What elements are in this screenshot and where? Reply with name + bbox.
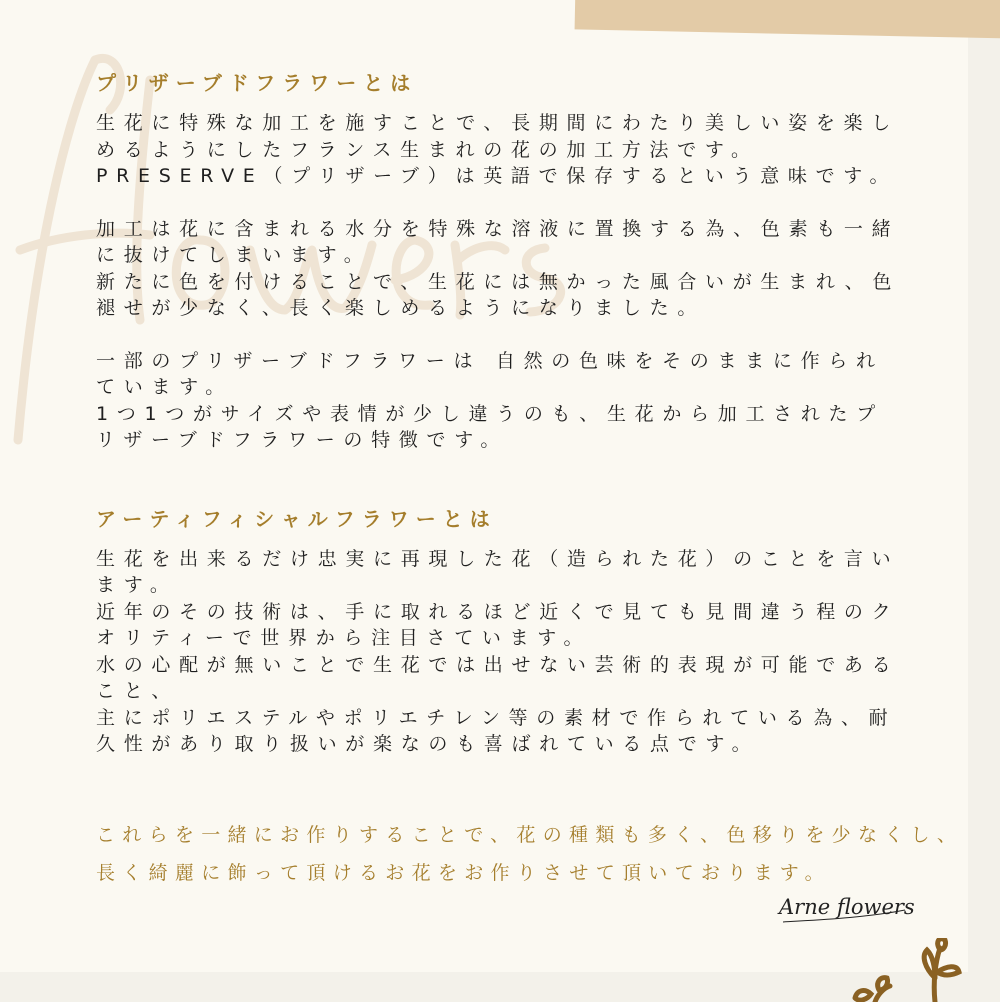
leaf-sprig-icon <box>835 938 965 1002</box>
text-line: 新たに色を付けることで、生花には無かった風合いが生まれ、色 <box>96 270 901 293</box>
section-preserved-flowers <box>96 70 906 454</box>
section-heading: アーティフィシャルフラワーとは <box>96 506 497 531</box>
text-line: こと、 <box>96 680 180 702</box>
closing-line: 長く綺麗に飾って頂けるお花をお作りさせて頂いております。 <box>96 861 831 884</box>
section-gap <box>96 454 906 506</box>
text-line: リザーブドフラワーの特徴です。 <box>96 429 509 451</box>
text-line: めるようにしたフランス生まれの花の加工方法です。 <box>96 138 759 161</box>
section-heading: プリザーブドフラワーとは <box>96 71 418 95</box>
text-line: ます。 <box>96 574 178 596</box>
paragraph-gap <box>96 322 906 348</box>
section-gap <box>96 758 906 816</box>
main-content <box>96 70 964 892</box>
text-line: ています。 <box>96 376 233 398</box>
text-line: オリティーで世界から注目さています。 <box>96 627 592 649</box>
text-line: 褪せが少なく、長く楽しめるようになりました。 <box>96 297 706 319</box>
text-line: 近年のその技術は、手に取れるほど近くで見ても見間違う程のク <box>96 600 900 623</box>
text-line: に抜けてしまいます。 <box>96 244 372 266</box>
text-line: 生花に特殊な加工を施すことで、長期間にわたり美しい姿を楽し <box>96 112 899 134</box>
text-line: PRESERVE（プリザーブ）は英語で保存するという意味です。 <box>96 165 898 187</box>
signature-logo <box>775 880 915 928</box>
text-line: 1つ1つがサイズや表情が少し違うのも、生花から加工されたプ <box>96 402 884 425</box>
paragraph-gap <box>96 190 906 216</box>
text-line: 水の心配が無いことで生花では出せない芸術的表現が可能である <box>96 653 900 676</box>
text-line: 主にポリエステルやポリエチレン等の素材で作られている為、耐 <box>96 706 897 729</box>
section-artificial-flowers <box>96 506 906 758</box>
text-line: 加工は花に含まれる水分を特殊な溶液に置換する為、色素も一緒 <box>96 217 900 240</box>
text-line: 生花を出来るだけ忠実に再現した花（造られた花）のことを言い <box>96 547 900 570</box>
signature-text: Arne flowers <box>779 895 915 919</box>
text-line: 久性があり取り扱いが楽なのも喜ばれている点です。 <box>96 733 760 755</box>
text-line: 一部のプリザーブドフラワーは 自然の色味をそのままに作られ <box>96 349 884 372</box>
closing-line: これらを一緒にお作りすることで、花の種類も多く、色移りを少なくし、 <box>96 823 964 846</box>
